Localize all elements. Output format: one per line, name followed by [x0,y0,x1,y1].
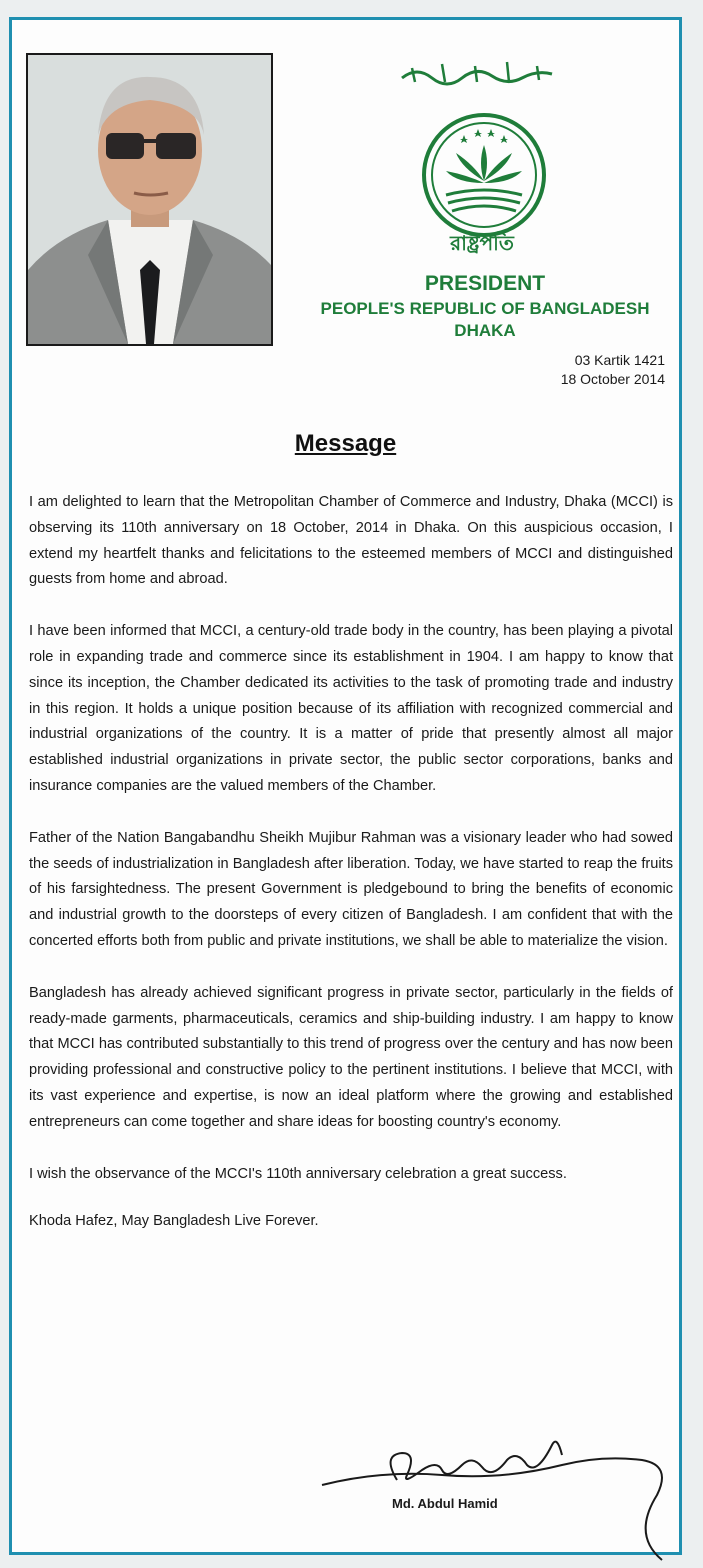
president-title: PRESIDENT [424,272,546,295]
republic-title: PEOPLE'S REPUBLIC OF BANGLADESH [320,299,650,318]
president-portrait [26,53,273,346]
message-body [29,490,673,1261]
message-heading: Message [294,430,397,457]
portrait-image [28,55,271,344]
message-page [9,17,682,1555]
paragraph: Father of the Nation Bangabandhu Sheikh Mujibur Rahman was a visionary leader who had sowed the seeds of industrialization in Bangladesh after liberation. Today, we have started to reap the fruits of his farsightedness. The present Government is pledgebound to bring the benefits of economic and industrial growth to the doorsteps of every citizen of Bangladesh. I am confident that with the concerted efforts both from public and private institutions, we shall be able to materialize the vision. [29,829,673,949]
letterhead-title [302,270,668,342]
basmala-calligraphy [397,56,557,92]
city-title: DHAKA [454,321,516,340]
paragraph: Bangladesh has already achieved significant progress in private sector, particularly in the fields of ready-made garments, pharmaceuticals, ceramics and ship-building industry. I am happy to know that MCCI has contributed substantially to this trend of progress over the century and has now been providing professional and constructive policy to the pertinent institutions. I believe that MCCI, with its vast experience and expertise, is now an ideal platform where the growing and established entrepreneurs can come together and share ideas for boosting country's economy. [29,984,673,1130]
signatory-name: Md. Abdul Hamid [392,1496,498,1511]
handwritten-signature [302,1425,682,1565]
gregorian-date: 18 October 2014 [560,371,665,387]
bengali-date: 03 Kartik 1421 [574,352,665,368]
paragraph: I wish the observance of the MCCI's 110th anniversary celebration a great success. [29,1165,567,1182]
emblem-bengali-word: রাষ্ট্রপতি [450,231,514,255]
paragraph: I am delighted to learn that the Metropolitan Chamber of Commerce and Industry, Dhaka (MCCI) is observing its 110th anniversary on 18 October, 2014 in Dhaka. On this auspicious occasion, I extend my heartfelt thanks and felicitations to the esteemed members of MCCI and distinguished guests from home and abroad. [29,494,673,588]
closing-line: Khoda Hafez, May Bangladesh Live Forever. [29,1213,319,1230]
date-block [561,351,665,389]
paragraph: I have been informed that MCCI, a century-old trade body in the country, has been playing a pivotal role in expanding trade and commerce since its establishment in 1904. I am happy to know that since its inception, the Chamber dedicated its activities to the task of promoting trade and industry in this region. It holds a unique position because of its affiliation with recognized commercial and industrial organizations of the country. It is a matter of pride that presently almost all major established industrial organizations in private sector, the public sector corporations, banks and insurance companies are the valued members of the Chamber. [29,623,673,794]
